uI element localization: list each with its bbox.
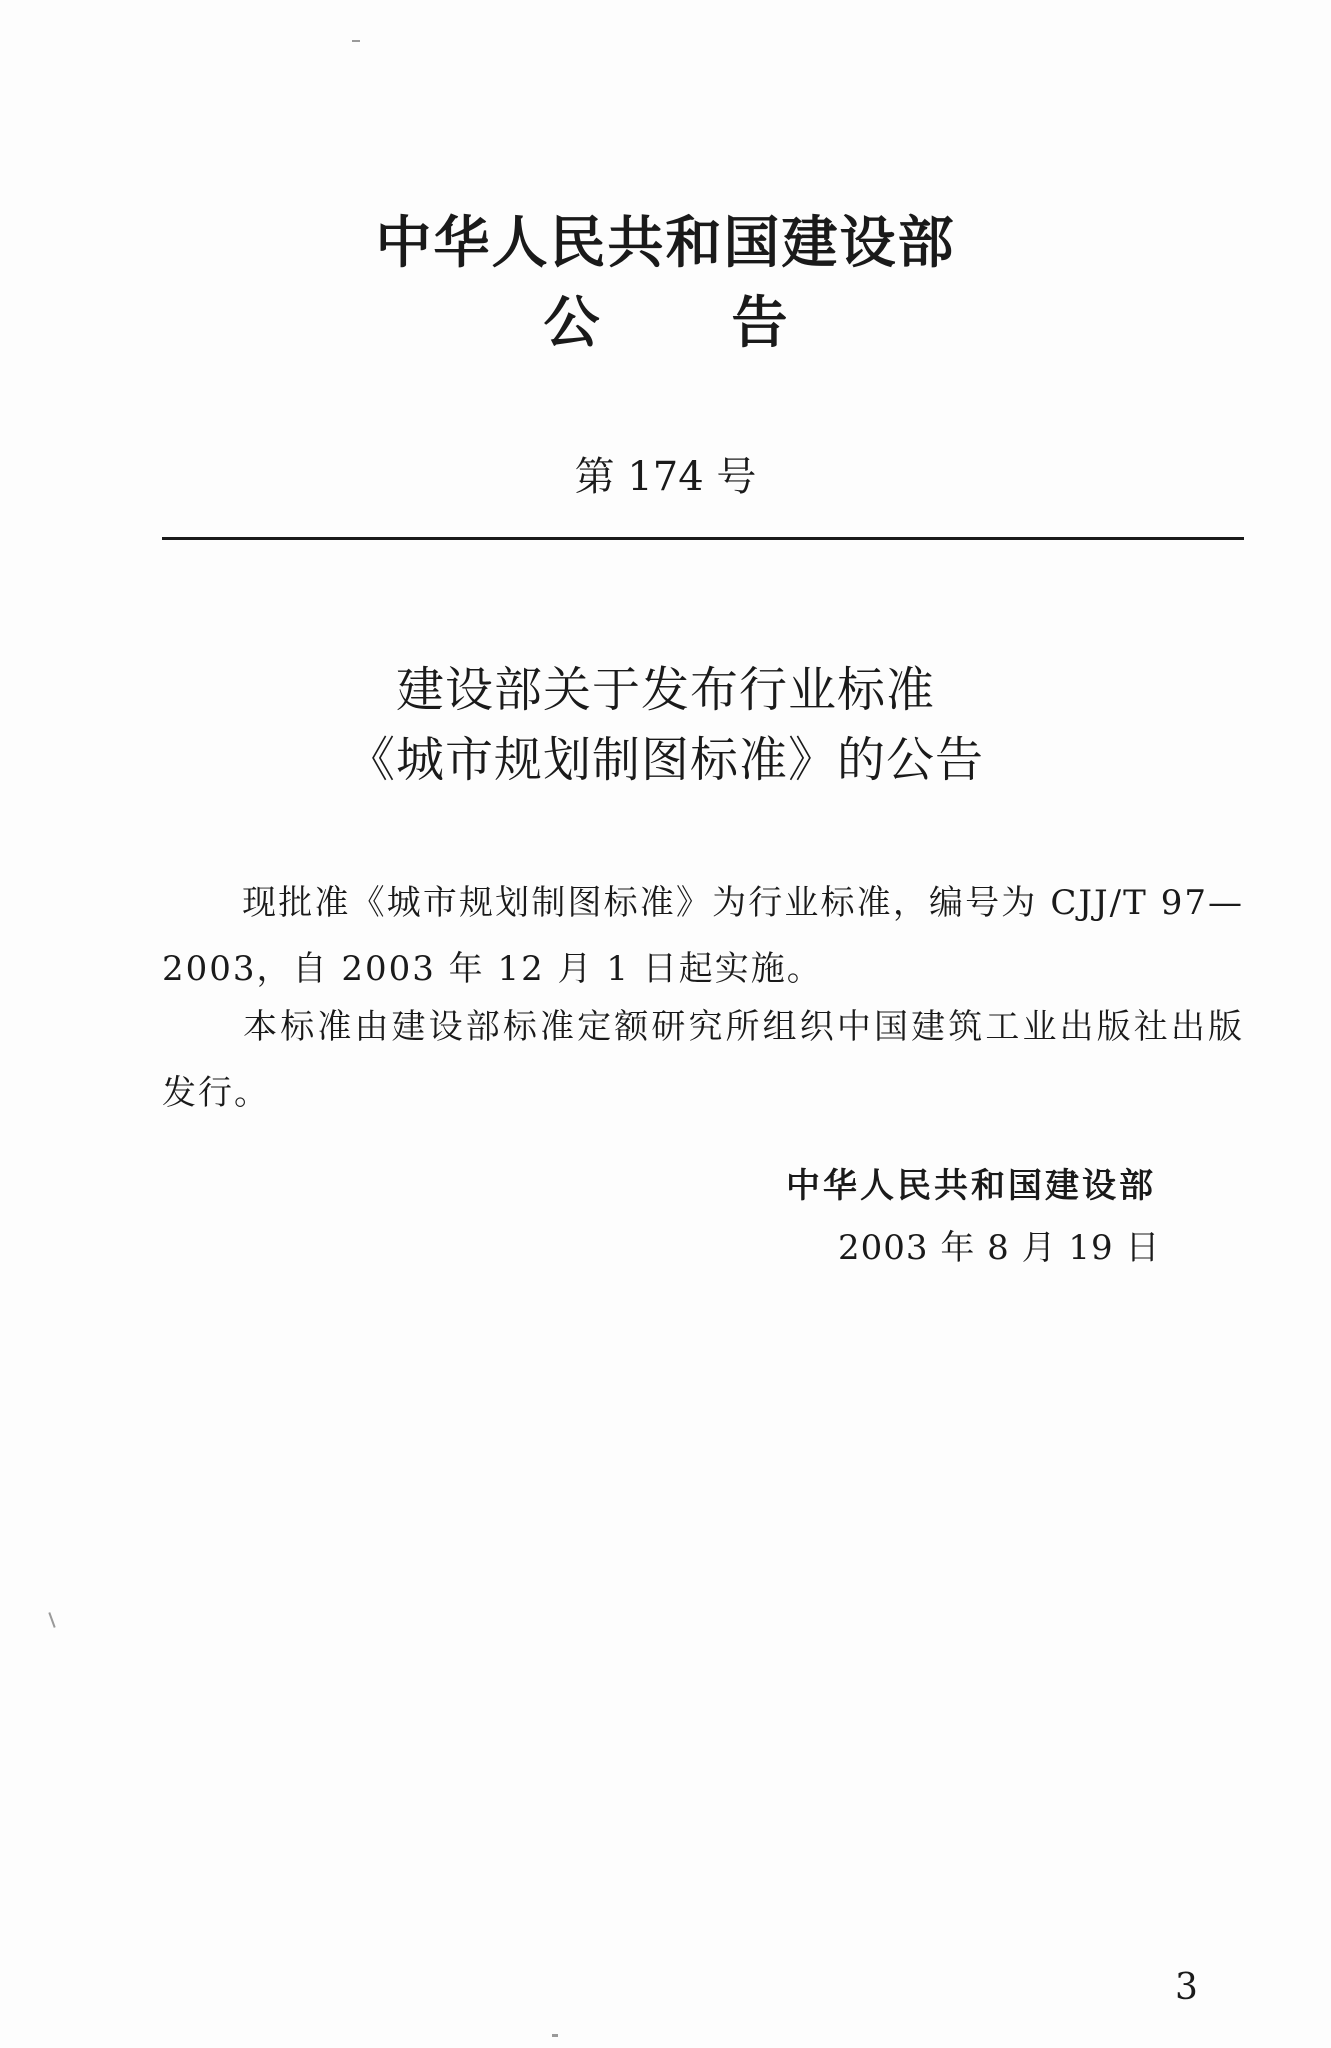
divider-rule xyxy=(162,537,1244,540)
notice-heading-char-1: 公 xyxy=(543,291,600,356)
signature-organization: 中华人民共和国建设部 xyxy=(786,1166,1156,1206)
notice-heading-char-2: 告 xyxy=(731,291,788,356)
notice-heading xyxy=(0,292,1331,356)
scan-speck xyxy=(48,1612,55,1628)
body-paragraph-2-text: 本标准由建设部标准定额研究所组织中国建筑工业出版社出版发行。 xyxy=(162,1007,1244,1113)
notice-number: 第 174 号 xyxy=(574,454,757,500)
scan-speck xyxy=(352,40,360,42)
body-paragraph-2 xyxy=(162,994,1244,1126)
issuer-heading: 中华人民共和国建设部 xyxy=(375,211,956,276)
notice-title-line-2: 《城市规划制图标准》的公告 xyxy=(346,732,984,788)
scan-speck xyxy=(552,2034,558,2037)
body-paragraph-1-text: 现批准《城市规划制图标准》为行业标准，编号为 CJJ/T 97—2003，自 2003 年 12 月 1 日起实施。 xyxy=(162,883,1244,989)
body-paragraph-1 xyxy=(162,870,1244,1002)
notice-title-line-1: 建设部关于发布行业标准 xyxy=(395,662,935,718)
page-number: 3 xyxy=(1175,1967,1198,2008)
signature-date: 2003 年 8 月 19 日 xyxy=(838,1228,1161,1268)
